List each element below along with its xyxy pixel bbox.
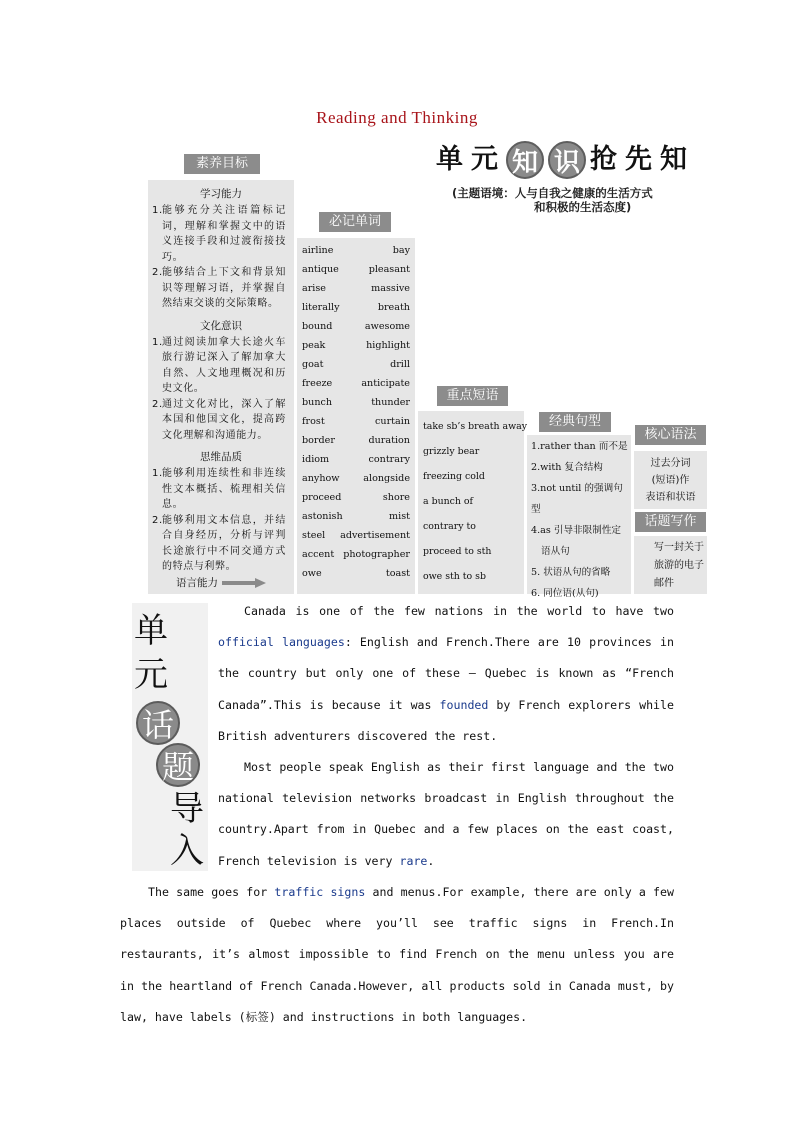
grammar-line: 表语和状语 [645,492,696,503]
word-row [297,507,415,526]
word-right: advertisement [340,530,410,541]
unit-subtitle-line1: (主题语境：人与自我之健康的生活方式 [452,186,653,200]
writing-line: 旅游的电子 [654,560,704,571]
topic-char: 元 [134,655,168,695]
phrase-item: proceed to sth [423,546,492,557]
unit-header-char: 先 [625,144,652,175]
goal-item-number: 2. [152,514,163,526]
goal-item-number: 1. [152,336,163,348]
unit-header-char: 元 [471,144,498,175]
text-run: Most people speak English as their first language and the two national television networks broadcast in English throughout the country.Apart from in Quebec and a few places on the east coast, French television is very [218,760,674,868]
goal-section-title: 思维品质 [200,451,242,463]
highlighted-term: official languages [218,635,345,650]
text-run: Canada is one of the few nations in the world to have two [244,604,674,618]
panel-phrases [418,411,528,594]
panel-patterns [527,435,631,599]
goal-item [148,335,294,397]
word-row [297,241,415,260]
word-row [297,526,415,545]
writing-lines [634,536,707,593]
word-left: antique [302,264,339,275]
word-row [297,431,415,450]
tag-patterns: 经典句型 [539,412,611,432]
unit-subtitle-line2: 和积极的生活态度) [534,200,632,214]
patterns-list [527,435,631,604]
word-left: idiom [302,454,330,465]
goal-item-text: 能够利用连续性和非连续性文本概括、梳理相关信息。 [162,468,286,510]
phrase-item: a bunch of [423,496,474,507]
word-right: massive [371,283,410,294]
word-right: bay [392,245,410,256]
word-row [297,298,415,317]
writing-line: 邮件 [654,578,674,589]
word-right: shore [382,492,410,503]
unit-header [436,140,695,180]
pattern-item: 2.with 复合结构 [531,462,603,473]
topic-char: 题 [156,743,200,787]
panel-grammar [634,451,707,509]
goal-item [148,397,294,444]
unit-header-char: 抢 [590,144,617,175]
words-list [297,238,415,583]
goal-item [148,203,294,265]
goal-item-text: 通过阅读加拿大长途火车旅行游记深入了解加拿大自然、人文地理概况和历史文化。 [162,336,286,394]
phrase-item: owe sth to sb [423,571,486,582]
word-row [297,336,415,355]
paragraph-2 [218,752,674,877]
goal-item-number: 2. [152,398,163,410]
paragraph-3 [120,877,674,1033]
highlighted-term: founded [439,697,489,712]
goal-item [148,265,294,312]
word-right: curtain [375,416,410,427]
word-row [297,260,415,279]
word-left: airline [302,245,334,256]
goal-item-number: 1. [152,468,163,479]
text-run: : English and French.There are 10 provinces in the country but only one of these — Quebec is known as “French Canada”.This is because it was [218,635,675,712]
goal-item-text: 能够利用文本信息，并结合自身经历，分析与评判长途旅行中不同交通方式的特点与利弊。 [162,514,286,572]
word-right: breath [377,302,410,313]
tag-writing: 话题写作 [635,512,706,532]
unit-header-char: 单 [436,144,463,175]
word-left: astonish [302,511,343,522]
word-left: owe [302,568,322,579]
word-right: mist [389,511,410,522]
pattern-item: 语从句 [541,546,570,557]
unit-header-char: 识 [548,141,586,179]
phrase-item: take sb’s breath away [423,421,528,432]
word-left: peak [302,340,326,351]
word-left: proceed [302,492,342,503]
word-row [297,545,415,564]
word-right: duration [368,435,410,446]
word-row [297,393,415,412]
word-left: literally [302,302,340,313]
word-left: accent [302,549,335,560]
grammar-lines [634,451,707,506]
page-title: Reading and Thinking [316,108,478,127]
text-run: by French explorers while British adventurers discovered the rest. [218,697,674,743]
pattern-item: 1.rather than 而不是 [531,441,628,452]
goal-item-text: 通过文化对比，深入了解本国和他国文化，提高跨文化理解和沟通能力。 [162,398,286,441]
goal-item-number: 1. [152,205,163,216]
word-left: freeze [302,378,333,389]
word-right: highlight [366,340,410,351]
highlighted-term: rare [399,853,428,868]
goal-item-text: 能够充分关注语篇标记词，理解和掌握文中的语义连接手段和过渡衔接技巧。 [162,205,286,263]
tag-goals: 素养目标 [184,154,260,174]
writing-line: 写一封关于 [654,542,704,553]
word-right: pleasant [368,264,410,275]
grammar-line: (短语)作 [651,475,690,486]
topic-char: 单 [134,611,168,651]
word-row [297,374,415,393]
topic-char: 导 [170,789,204,829]
word-right: drill [390,359,410,370]
word-right: photographer [343,549,410,560]
phrase-item: grizzly bear [423,446,480,457]
panel-writing [634,536,707,594]
word-right: anticipate [361,378,410,389]
word-row [297,355,415,374]
topic-char: 话 [136,701,180,745]
pattern-item: 4.as 引导非限制性定 [531,525,622,536]
tag-grammar: 核心语法 [635,425,706,445]
word-row [297,450,415,469]
text-run: The same goes for [148,885,275,899]
phrase-item: contrary to [423,521,476,532]
unit-header-char: 知 [660,144,687,175]
word-right: toast [385,568,410,579]
goal-sections [148,186,294,575]
unit-subtitle [452,186,712,214]
word-left: bunch [302,397,333,408]
language-ability-label: 语言能力 [176,577,218,589]
unit-header-char: 知 [506,141,544,179]
word-left: goat [302,359,324,370]
word-row [297,469,415,488]
word-row [297,279,415,298]
word-left: frost [302,416,325,427]
word-row [297,488,415,507]
word-left: steel [302,530,326,541]
goal-section-title: 学习能力 [200,188,242,200]
pattern-item: 3.not until 的强调句型 [531,483,623,515]
grammar-line: 过去分词 [650,458,691,469]
tag-words: 必记单词 [319,212,391,232]
word-right: thunder [371,397,410,408]
highlighted-term: traffic signs [274,885,366,899]
topic-char: 入 [170,831,204,871]
word-left: anyhow [302,473,340,484]
goal-item [148,513,294,575]
goal-item-number: 2. [152,267,163,278]
text-run: . [427,853,435,868]
panel-words [297,238,415,594]
word-row [297,412,415,431]
tag-phrases: 重点短语 [437,386,508,406]
goal-item-text: 能够结合上下文和背景知识等理解习语，并掌握自然结束交谈的交际策略。 [162,267,286,309]
pattern-item: 5. 状语从句的省略 [531,567,611,578]
panel-goals [148,180,294,594]
arrow-right-icon [222,578,266,588]
phrases-list [418,411,528,589]
goal-section-title: 文化意识 [200,319,242,332]
word-row [297,564,415,583]
word-right: alongside [363,473,410,484]
word-left: bound [302,321,333,332]
paragraph-1 [218,596,674,752]
word-left: border [302,435,335,446]
word-left: arise [302,283,326,294]
topic-intro-box [132,603,208,871]
pattern-item: 6. 同位语(从句) [531,588,599,599]
word-row [297,317,415,336]
language-ability-footer [148,575,294,590]
goal-item [148,466,294,513]
text-run: and menus.For example, there are only a few places outside of Quebec where you’ll see traffic signs in French.In restaurants, it’s almost impossible to find French on the menu unless you are in the heartland of French Canada.However, all products sold in Canada must, by law, have labels (标签) and instructions in both languages. [120,885,674,1024]
word-right: awesome [364,321,410,332]
phrase-item: freezing cold [423,471,485,482]
word-right: contrary [368,454,410,465]
